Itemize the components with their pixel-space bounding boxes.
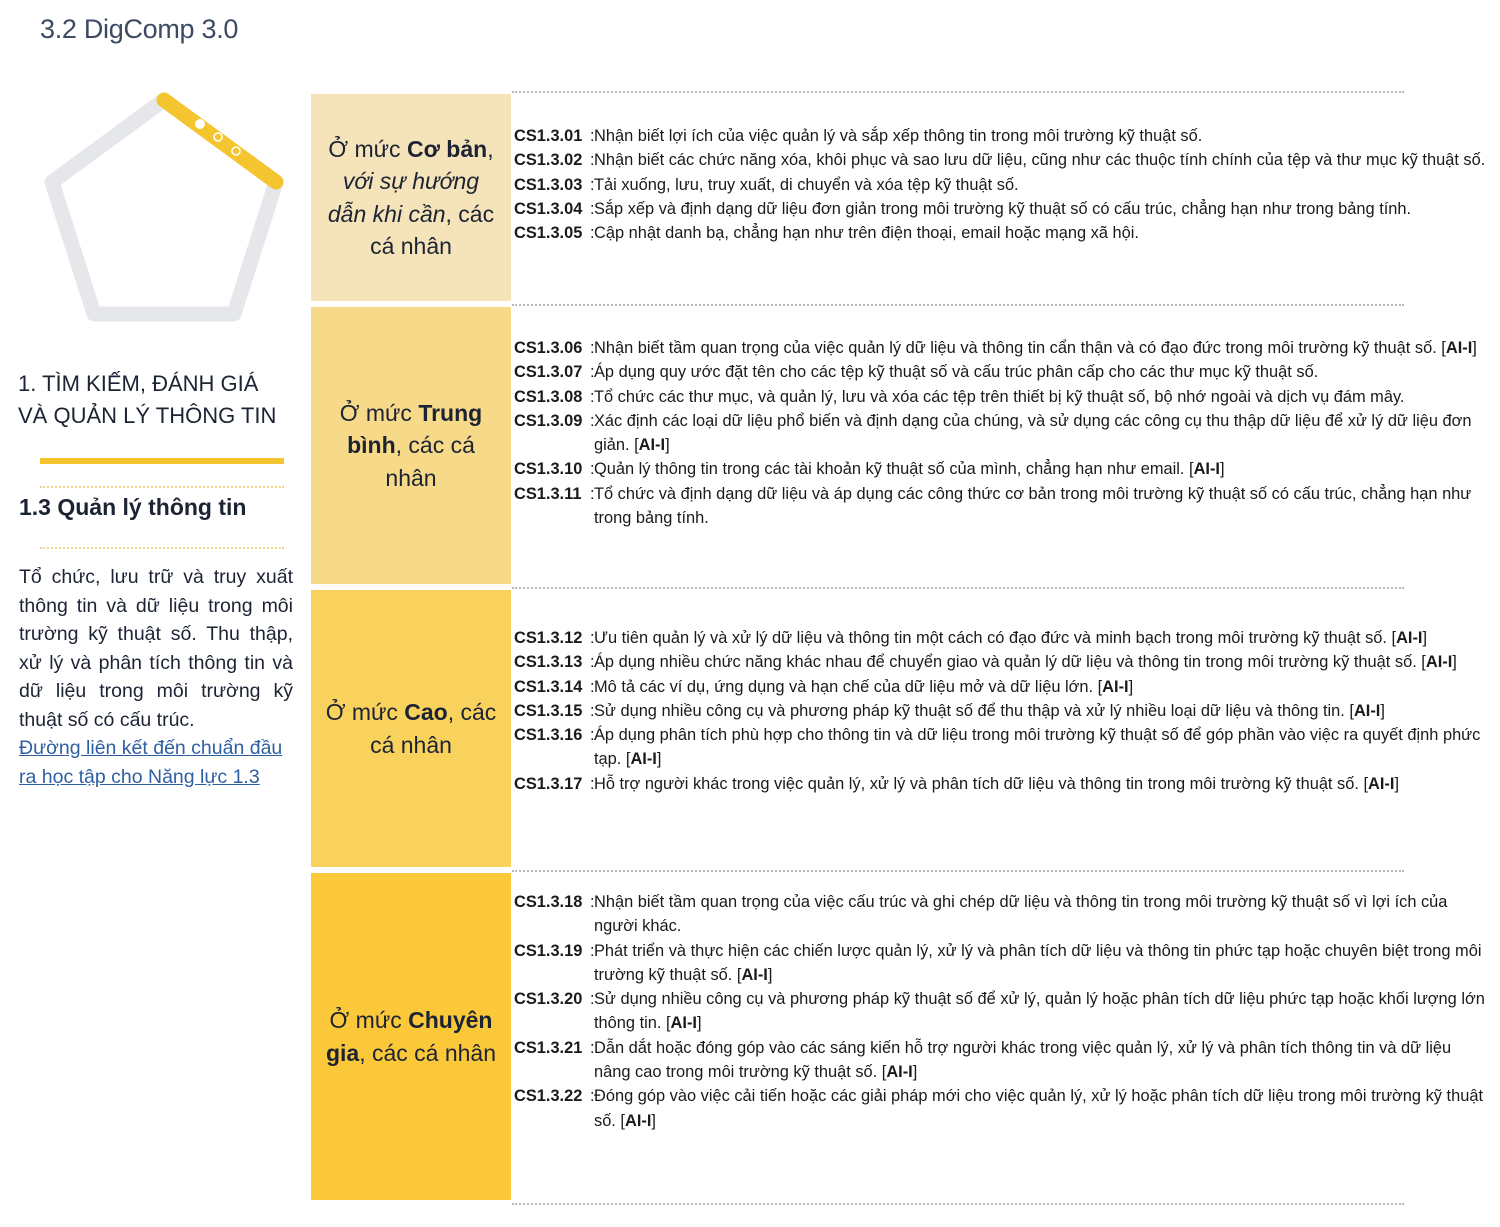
ai-tag: AI-I <box>886 1063 913 1082</box>
outcome-code: CS1.3.18 <box>514 893 583 911</box>
outcome-code: CS1.3.14 <box>514 677 583 696</box>
outcome-item: CS1.3.12 : Ưu tiên quản lý và xử lý dữ liệu và thông tin một cách có đạo đức và minh bạch trong môi trường kỹ thuật số. [AI-I] <box>514 626 1489 650</box>
outcome-code: CS1.3.17 <box>514 774 583 793</box>
ai-tag: AI-I <box>624 1111 652 1130</box>
outcome-text: Nhận biết các chức năng xóa, khôi phục và sao lưu dữ liệu, cũng như các thuộc tính chính của tệp và thư mục kỹ thuật số. <box>594 151 1486 170</box>
outcome-code: CS1.3.03 <box>514 175 583 194</box>
dotted-divider <box>40 547 284 549</box>
level-expert-outcomes <box>514 890 1489 1133</box>
outcome-item: CS1.3.20 : Sử dụng nhiều công cụ và phương pháp kỹ thuật số để xử lý, quản lý hoặc phân tích dữ liệu phức tạp hoặc khối lượng lớn thông tin. [AI-I] <box>514 987 1489 1036</box>
ai-tag: AI-I <box>638 436 666 455</box>
outcome-code: CS1.3.10 <box>514 460 583 479</box>
outcome-text: Tổ chức các thư mục, và quản lý, lưu và xóa các tệp trên thiết bị kỹ thuật số, bộ nhớ ngoài và dịch vụ đám mây. <box>594 387 1405 406</box>
outcome-text: Tổ chức và định dạng dữ liệu và áp dụng các công thức cơ bản trong môi trường kỹ thuật số có cấu trúc, chẳng hạn như trong bảng tính. <box>594 484 1472 528</box>
ai-tag: AI-I <box>1396 629 1423 647</box>
outcome-code: CS1.3.01 <box>514 127 583 145</box>
outcome-item: CS1.3.02 : Nhận biết các chức năng xóa, khôi phục và sao lưu dữ liệu, cũng như các thuộc tính chính của tệp và thư mục kỹ thuật số. <box>514 148 1489 172</box>
outcome-item: CS1.3.22 : Đóng góp vào việc cải tiến hoặc các giải pháp mới cho việc quản lý, xử lý hoặc phân tích dữ liệu trong môi trường kỹ thuật số. [AI-I] <box>514 1084 1489 1133</box>
outcome-text: Phát triển và thực hiện các chiến lược quản lý, xử lý và phân tích dữ liệu và thông tin phức tạp hoặc chuyên biệt trong môi trường kỹ thuật số. <box>594 941 1482 984</box>
outcome-code: CS1.3.19 <box>514 941 583 960</box>
competence-area-title: 1. TÌM KIẾM, ĐÁNH GIÁ VÀ QUẢN LÝ THÔNG TIN <box>18 371 277 428</box>
ai-tag: AI-I <box>1102 677 1129 696</box>
level-label-intermediate: Ở mức Trung bình, các cá nhân <box>311 307 511 584</box>
outcome-text: Sử dụng nhiều công cụ và phương pháp kỹ thuật số để xử lý, quản lý hoặc phân tích dữ liệu phức tạp hoặc khối lượng lớn thông tin. <box>594 990 1485 1033</box>
ai-tag: AI-I <box>1193 460 1220 479</box>
row-divider <box>512 1203 1404 1205</box>
outcome-text: Nhận biết tầm quan trọng của việc cấu trúc và ghi chép dữ liệu và thông tin trong môi trường kỹ thuật số vì lợi ích của người khác. <box>594 893 1448 936</box>
outcome-code: CS1.3.21 <box>514 1038 583 1057</box>
outcome-code: CS1.3.20 <box>514 990 583 1009</box>
level-advanced-outcomes <box>514 626 1489 796</box>
outcome-item: CS1.3.15 : Sử dụng nhiều công cụ và phương pháp kỹ thuật số để thu thập và xử lý nhiều loại dữ liệu và thông tin. [AI-I] <box>514 699 1489 723</box>
outcome-text: Sắp xếp và định dạng dữ liệu đơn giản trong môi trường kỹ thuật số có cấu trúc, chẳng hạn như trong bảng tính. <box>594 199 1412 218</box>
outcome-item: CS1.3.01 : Nhận biết lợi ích của việc quản lý và sắp xếp thông tin trong môi trường kỹ thuật số. <box>514 124 1489 148</box>
outcome-text: Nhận biết lợi ích của việc quản lý và sắp xếp thông tin trong môi trường kỹ thuật số. <box>594 127 1203 145</box>
outcome-code: CS1.3.15 <box>514 701 583 720</box>
outcome-item: CS1.3.17 : Hỗ trợ người khác trong việc quản lý, xử lý và phân tích dữ liệu và thông tin trong môi trường kỹ thuật số. [AI-I] <box>514 772 1489 796</box>
ai-tag: AI-I <box>1368 774 1395 793</box>
outcome-text: Nhận biết tầm quan trọng của việc quản lý dữ liệu và thông tin cẩn thận và có đạo đức trong môi trường kỹ thuật số. <box>594 339 1437 357</box>
outcome-code: CS1.3.07 <box>514 363 583 382</box>
outcome-code: CS1.3.04 <box>514 199 583 218</box>
outcome-item: CS1.3.06 : Nhận biết tầm quan trọng của việc quản lý dữ liệu và thông tin cẩn thận và có đạo đức trong môi trường kỹ thuật số. [AI-I] <box>514 336 1489 360</box>
level-label-advanced: Ở mức Cao, các cá nhân <box>311 590 511 867</box>
outcome-item: CS1.3.21 : Dẫn dắt hoặc đóng góp vào các sáng kiến hỗ trợ người khác trong việc quản lý, xử lý và phân tích thông tin và dữ liệu nâng cao trong môi trường kỹ thuật số. [AI-I] <box>514 1036 1489 1085</box>
outcome-text: Dẫn dắt hoặc đóng góp vào các sáng kiến hỗ trợ người khác trong việc quản lý, xử lý và phân tích thông tin và dữ liệu nâng cao trong môi trường kỹ thuật số. <box>594 1038 1452 1082</box>
outcome-code: CS1.3.02 <box>514 151 583 170</box>
outcome-code: CS1.3.08 <box>514 387 583 406</box>
outcome-code: CS1.3.12 <box>514 629 583 647</box>
dotted-divider <box>40 486 284 488</box>
outcome-item: CS1.3.04 : Sắp xếp và định dạng dữ liệu đơn giản trong môi trường kỹ thuật số có cấu trúc, chẳng hạn như trong bảng tính. <box>514 197 1489 221</box>
outcome-item: CS1.3.03 : Tải xuống, lưu, truy xuất, di chuyển và xóa tệp kỹ thuật số. <box>514 173 1489 197</box>
ai-tag: AI-I <box>1445 339 1473 357</box>
competence-title: 1.3 Quản lý thông tin <box>19 494 247 520</box>
outcome-text: Áp dụng phân tích phù hợp cho thông tin và dữ liệu trong môi trường kỹ thuật số để góp phần vào việc ra quyết định phức tạp. <box>594 726 1481 769</box>
outcome-text: Mô tả các ví dụ, ứng dụng và hạn chế của dữ liệu mở và dữ liệu lớn. <box>594 677 1094 696</box>
ai-tag: AI-I <box>1425 653 1453 672</box>
competence-description: Tổ chức, lưu trữ và truy xuất thông tin và dữ liệu trong môi trường kỹ thuật số. Thu thập, xử lý và phân tích thông tin và dữ liệu trong môi trường kỹ thuật số có cấu trúc. <box>19 566 293 731</box>
outcome-text: Xác định các loại dữ liệu phổ biến và định dạng của chúng, và sử dụng các công cụ thu thập dữ liệu để xử lý dữ liệu đơn giản. <box>594 411 1472 455</box>
level-basic-outcomes <box>514 124 1489 245</box>
outcome-item: CS1.3.19 : Phát triển và thực hiện các chiến lược quản lý, xử lý và phân tích dữ liệu và thông tin phức tạp hoặc chuyên biệt trong môi trường kỹ thuật số. [AI-I] <box>514 939 1489 988</box>
ai-tag: AI-I <box>630 750 657 769</box>
outcome-text: Đóng góp vào việc cải tiến hoặc các giải pháp mới cho việc quản lý, xử lý hoặc phân tích dữ liệu trong môi trường kỹ thuật số. <box>594 1087 1483 1130</box>
accent-divider <box>40 458 284 464</box>
outcome-code: CS1.3.09 <box>514 411 583 430</box>
outcome-text: Cập nhật danh bạ, chẳng hạn như trên điện thoại, email hoặc mạng xã hội. <box>594 224 1139 243</box>
pentagon-progress-icon <box>30 86 298 336</box>
level-intermediate-outcomes <box>514 336 1489 530</box>
ai-tag: AI-I <box>670 1014 697 1033</box>
outcome-item: CS1.3.05 : Cập nhật danh bạ, chẳng hạn như trên điện thoại, email hoặc mạng xã hội. <box>514 221 1489 245</box>
outcome-item: CS1.3.18 : Nhận biết tầm quan trọng của việc cấu trúc và ghi chép dữ liệu và thông tin trong môi trường kỹ thuật số vì lợi ích của người khác. <box>514 890 1489 939</box>
outcome-item: CS1.3.09 : Xác định các loại dữ liệu phổ biến và định dạng của chúng, và sử dụng các công cụ thu thập dữ liệu để xử lý dữ liệu đơn giản. [AI-I] <box>514 409 1489 458</box>
outcome-code: CS1.3.05 <box>514 224 583 243</box>
outcome-text: Hỗ trợ người khác trong việc quản lý, xử lý và phân tích dữ liệu và thông tin trong môi trường kỹ thuật số. <box>594 774 1359 793</box>
level-label-expert: Ở mức Chuyên gia, các cá nhân <box>311 873 511 1200</box>
outcome-code: CS1.3.16 <box>514 726 583 745</box>
outcome-code: CS1.3.11 <box>514 484 582 503</box>
outcome-item: CS1.3.14 : Mô tả các ví dụ, ứng dụng và hạn chế của dữ liệu mở và dữ liệu lớn. [AI-I] <box>514 675 1489 699</box>
ai-tag: AI-I <box>741 965 768 984</box>
outcome-item: CS1.3.13 : Áp dụng nhiều chức năng khác nhau để chuyển giao và quản lý dữ liệu và thông tin trong môi trường kỹ thuật số. [AI-I] <box>514 650 1489 674</box>
row-divider <box>512 91 1404 93</box>
outcome-item: CS1.3.16 : Áp dụng phân tích phù hợp cho thông tin và dữ liệu trong môi trường kỹ thuật số để góp phần vào việc ra quyết định phức tạp. [AI-I] <box>514 723 1489 772</box>
learning-outcomes-link[interactable]: Đường liên kết đến chuẩn đầu ra học tập cho Năng lực 1.3 <box>19 737 283 788</box>
outcome-code: CS1.3.06 <box>514 339 583 357</box>
outcome-text: Áp dụng quy ước đặt tên cho các tệp kỹ thuật số và cấu trúc phân cấp cho các thư mục kỹ thuật số. <box>594 363 1319 382</box>
outcome-item: CS1.3.11 : Tổ chức và định dạng dữ liệu và áp dụng các công thức cơ bản trong môi trường kỹ thuật số có cấu trúc, chẳng hạn như trong bảng tính. <box>514 482 1489 531</box>
outcome-item: CS1.3.07 : Áp dụng quy ước đặt tên cho các tệp kỹ thuật số và cấu trúc phân cấp cho các thư mục kỹ thuật số. <box>514 360 1489 384</box>
row-divider <box>512 870 1404 872</box>
outcome-code: CS1.3.22 <box>514 1087 583 1106</box>
outcome-text: Sử dụng nhiều công cụ và phương pháp kỹ thuật số để thu thập và xử lý nhiều loại dữ liệu và thông tin. <box>594 701 1345 720</box>
outcome-item: CS1.3.10 : Quản lý thông tin trong các tài khoản kỹ thuật số của mình, chẳng hạn như email. [AI-I] <box>514 457 1489 481</box>
outcome-text: Quản lý thông tin trong các tài khoản kỹ thuật số của mình, chẳng hạn như email. <box>594 460 1185 479</box>
row-divider <box>512 587 1404 589</box>
outcome-code: CS1.3.13 <box>514 653 583 672</box>
ai-tag: AI-I <box>1353 701 1381 720</box>
page-header-title: 3.2 DigComp 3.0 <box>40 14 239 44</box>
outcome-item: CS1.3.08 : Tổ chức các thư mục, và quản lý, lưu và xóa các tệp trên thiết bị kỹ thuật số, bộ nhớ ngoài và dịch vụ đám mây. <box>514 385 1489 409</box>
outcome-text: Áp dụng nhiều chức năng khác nhau để chuyển giao và quản lý dữ liệu và thông tin trong môi trường kỹ thuật số. <box>594 653 1417 672</box>
level-label-basic: Ở mức Cơ bản, với sự hướng dẫn khi cần, các cá nhân <box>311 94 511 301</box>
outcome-text: Ưu tiên quản lý và xử lý dữ liệu và thông tin một cách có đạo đức và minh bạch trong môi trường kỹ thuật số. <box>594 629 1387 647</box>
row-divider <box>512 304 1404 306</box>
outcome-text: Tải xuống, lưu, truy xuất, di chuyển và xóa tệp kỹ thuật số. <box>594 175 1019 194</box>
